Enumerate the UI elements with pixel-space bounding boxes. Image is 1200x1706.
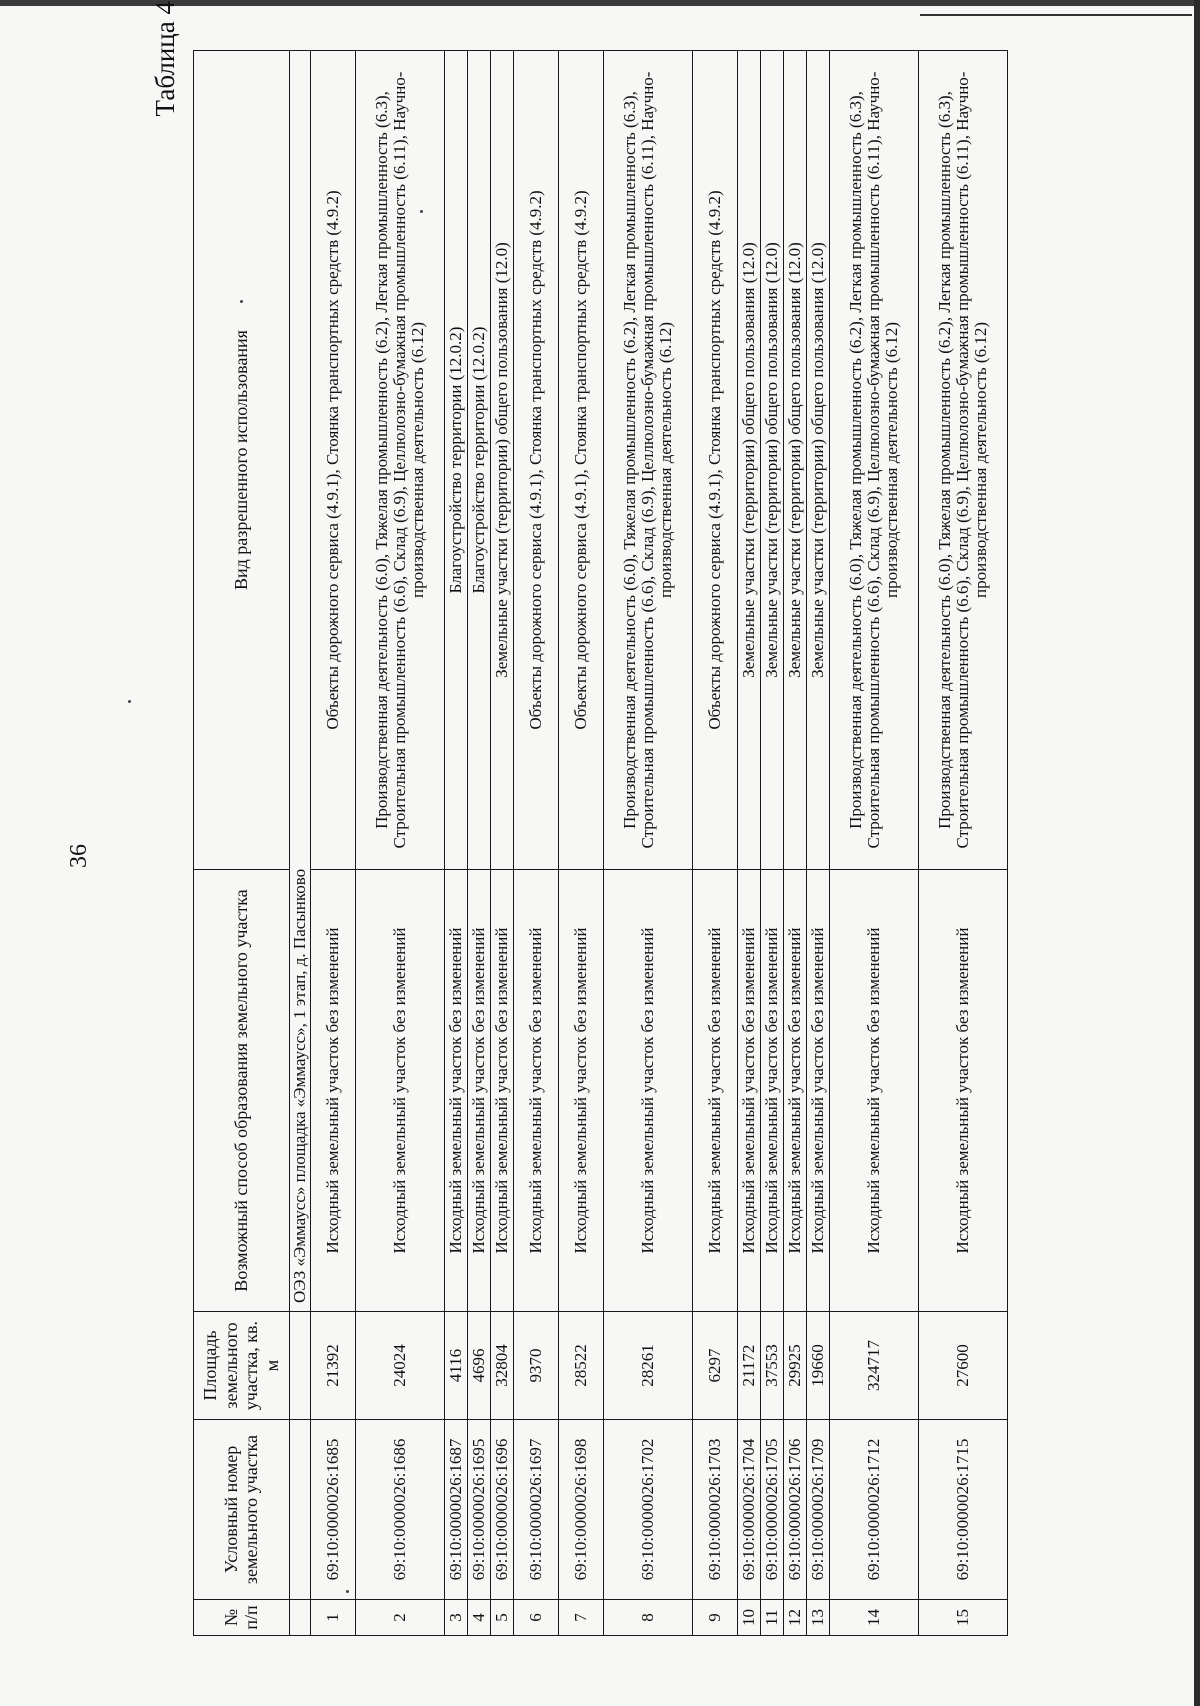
cell-method: Исходный земельный участок без изменений <box>604 870 693 1312</box>
cell-plot-id: 69:10:0000026:1695 <box>468 1420 491 1600</box>
cell-num: 3 <box>445 1600 468 1636</box>
header-method: Возможный способ образования земельного участка <box>194 870 290 1312</box>
cell-area: 19660 <box>807 1312 830 1420</box>
cell-method: Исходный земельный участок без изменений <box>738 870 761 1312</box>
cell-method: Исходный земельный участок без изменений <box>919 870 1008 1312</box>
table-row <box>356 51 445 1636</box>
cell-num: 14 <box>830 1600 919 1636</box>
cell-plot-id: 69:10:0000026:1698 <box>559 1420 604 1600</box>
cell-method: Исходный земельный участок без изменений <box>559 870 604 1312</box>
cell-area: 37553 <box>761 1312 784 1420</box>
cell-num: 5 <box>491 1600 514 1636</box>
cell-method: Исходный земельный участок без изменений <box>761 870 784 1312</box>
cell-method: Исходный земельный участок без изменений <box>514 870 559 1312</box>
cell-permitted-use: Благоустройство территории (12.0.2) <box>468 51 491 870</box>
table-row <box>761 51 784 1636</box>
cell-num: 15 <box>919 1600 1008 1636</box>
cell-permitted-use: Объекты дорожного сервиса (4.9.1), Стоянка транспортных средств (4.9.2) <box>693 51 738 870</box>
table-header-row <box>194 51 290 1636</box>
cell-area: 6297 <box>693 1312 738 1420</box>
cell-method: Исходный земельный участок без изменений <box>830 870 919 1312</box>
cell-plot-id: 69:10:0000026:1705 <box>761 1420 784 1600</box>
table-row <box>491 51 514 1636</box>
header-num: № п/п <box>194 1600 290 1636</box>
page-number: 36 <box>66 844 92 868</box>
cell-plot-id: 69:10:0000026:1686 <box>356 1420 445 1600</box>
cell-permitted-use: Производственная деятельность (6.0), Тяжелая промышленность (6.2), Легкая промышленность (6.3), Строительная промышленность (6.6), Склад (6.9), Целлюлозно-бумажная промышленность (6.11), Научно-производственная деятельность (6.12) <box>604 51 693 870</box>
cell-plot-id: 69:10:0000026:1696 <box>491 1420 514 1600</box>
cell-method: Исходный земельный участок без изменений <box>356 870 445 1312</box>
header-use: Вид разрешенного использования <box>194 51 290 870</box>
cell-method: Исходный земельный участок без изменений <box>807 870 830 1312</box>
cell-plot-id: 69:10:0000026:1697 <box>514 1420 559 1600</box>
cell-area: 4116 <box>445 1312 468 1420</box>
cell-num: 11 <box>761 1600 784 1636</box>
table-row <box>468 51 491 1636</box>
cell-num: 10 <box>738 1600 761 1636</box>
table-row <box>693 51 738 1636</box>
cell-area: 24024 <box>356 1312 445 1420</box>
cell-area: 28261 <box>604 1312 693 1420</box>
cell-area: 27600 <box>919 1312 1008 1420</box>
table-row <box>604 51 693 1636</box>
cell-permitted-use: Земельные участки (территории) общего пользования (12.0) <box>761 51 784 870</box>
cell-plot-id: 69:10:0000026:1704 <box>738 1420 761 1600</box>
table-row <box>445 51 468 1636</box>
table-row <box>807 51 830 1636</box>
cell-permitted-use: Объекты дорожного сервиса (4.9.1), Стоянка транспортных средств (4.9.2) <box>559 51 604 870</box>
cell-method: Исходный земельный участок без изменений <box>491 870 514 1312</box>
land-plots-table <box>193 50 1008 1636</box>
cell-permitted-use: Благоустройство территории (12.0.2) <box>445 51 468 870</box>
cell-plot-id: 69:10:0000026:1703 <box>693 1420 738 1600</box>
cell-plot-id: 69:10:0000026:1687 <box>445 1420 468 1600</box>
section-caption: ОЭЗ «Эммаусс» площадка «Эммаусс», 1 этап, д. Пасынково <box>289 51 310 1312</box>
cell-permitted-use: Объекты дорожного сервиса (4.9.1), Стоянка транспортных средств (4.9.2) <box>514 51 559 870</box>
cell-area: 28522 <box>559 1312 604 1420</box>
cell-plot-id: 69:10:0000026:1702 <box>604 1420 693 1600</box>
table-row <box>559 51 604 1636</box>
cell-permitted-use: Объекты дорожного сервиса (4.9.1), Стоянка транспортных средств (4.9.2) <box>311 51 356 870</box>
table-row <box>311 51 356 1636</box>
cell-num: 6 <box>514 1600 559 1636</box>
cell-permitted-use: Земельные участки (территории) общего пользования (12.0) <box>784 51 807 870</box>
cell-area: 21392 <box>311 1312 356 1420</box>
cell-permitted-use: Производственная деятельность (6.0), Тяжелая промышленность (6.2), Легкая промышленность (6.3), Строительная промышленность (6.6), Склад (6.9), Целлюлозно-бумажная промышленность (6.11), Научно-производственная деятельность (6.12) <box>356 51 445 870</box>
cell-method: Исходный земельный участок без изменений <box>445 870 468 1312</box>
table-row <box>514 51 559 1636</box>
cell-permitted-use: Земельные участки (территории) общего пользования (12.0) <box>738 51 761 870</box>
cell-num: 8 <box>604 1600 693 1636</box>
cell-plot-id: 69:10:0000026:1709 <box>807 1420 830 1600</box>
cell-permitted-use: Производственная деятельность (6.0), Тяжелая промышленность (6.2), Легкая промышленность (6.3), Строительная промышленность (6.6), Склад (6.9), Целлюлозно-бумажная промышленность (6.11), Научно-производственная деятельность (6.12) <box>830 51 919 870</box>
cell-num: 13 <box>807 1600 830 1636</box>
cell-area: 324717 <box>830 1312 919 1420</box>
table-row <box>784 51 807 1636</box>
cell-num: 9 <box>693 1600 738 1636</box>
cell-num: 7 <box>559 1600 604 1636</box>
table-row <box>738 51 761 1636</box>
table-row <box>830 51 919 1636</box>
cell-method: Исходный земельный участок без изменений <box>468 870 491 1312</box>
cell-num: 4 <box>468 1600 491 1636</box>
cell-plot-id: 69:10:0000026:1715 <box>919 1420 1008 1600</box>
cell-method: Исходный земельный участок без изменений <box>784 870 807 1312</box>
header-area: Площадь земельного участка, кв. м <box>194 1312 290 1420</box>
cell-num: 1 <box>311 1600 356 1636</box>
cell-plot-id: 69:10:0000026:1706 <box>784 1420 807 1600</box>
cell-permitted-use: Земельные участки (территории) общего пользования (12.0) <box>807 51 830 870</box>
cell-num: 2 <box>356 1600 445 1636</box>
cell-area: 4696 <box>468 1312 491 1420</box>
table-title: Таблица 4 <box>150 1 180 117</box>
land-plots-table-wrap <box>193 51 1008 1636</box>
cell-method: Исходный земельный участок без изменений <box>311 870 356 1312</box>
header-id: Условный номер земельного участка <box>194 1420 290 1600</box>
cell-plot-id: 69:10:0000026:1712 <box>830 1420 919 1600</box>
cell-area: 29925 <box>784 1312 807 1420</box>
cell-permitted-use: Производственная деятельность (6.0), Тяжелая промышленность (6.2), Легкая промышленность (6.3), Строительная промышленность (6.6), Склад (6.9), Целлюлозно-бумажная промышленность (6.11), Научно-производственная деятельность (6.12) <box>919 51 1008 870</box>
cell-area: 21172 <box>738 1312 761 1420</box>
cell-num: 12 <box>784 1600 807 1636</box>
cell-area: 32804 <box>491 1312 514 1420</box>
table-row <box>919 51 1008 1636</box>
cell-permitted-use: Земельные участки (территории) общего пользования (12.0) <box>491 51 514 870</box>
section-caption-row <box>289 51 310 1636</box>
cell-method: Исходный земельный участок без изменений <box>693 870 738 1312</box>
cell-plot-id: 69:10:0000026:1685 <box>311 1420 356 1600</box>
cell-area: 9370 <box>514 1312 559 1420</box>
